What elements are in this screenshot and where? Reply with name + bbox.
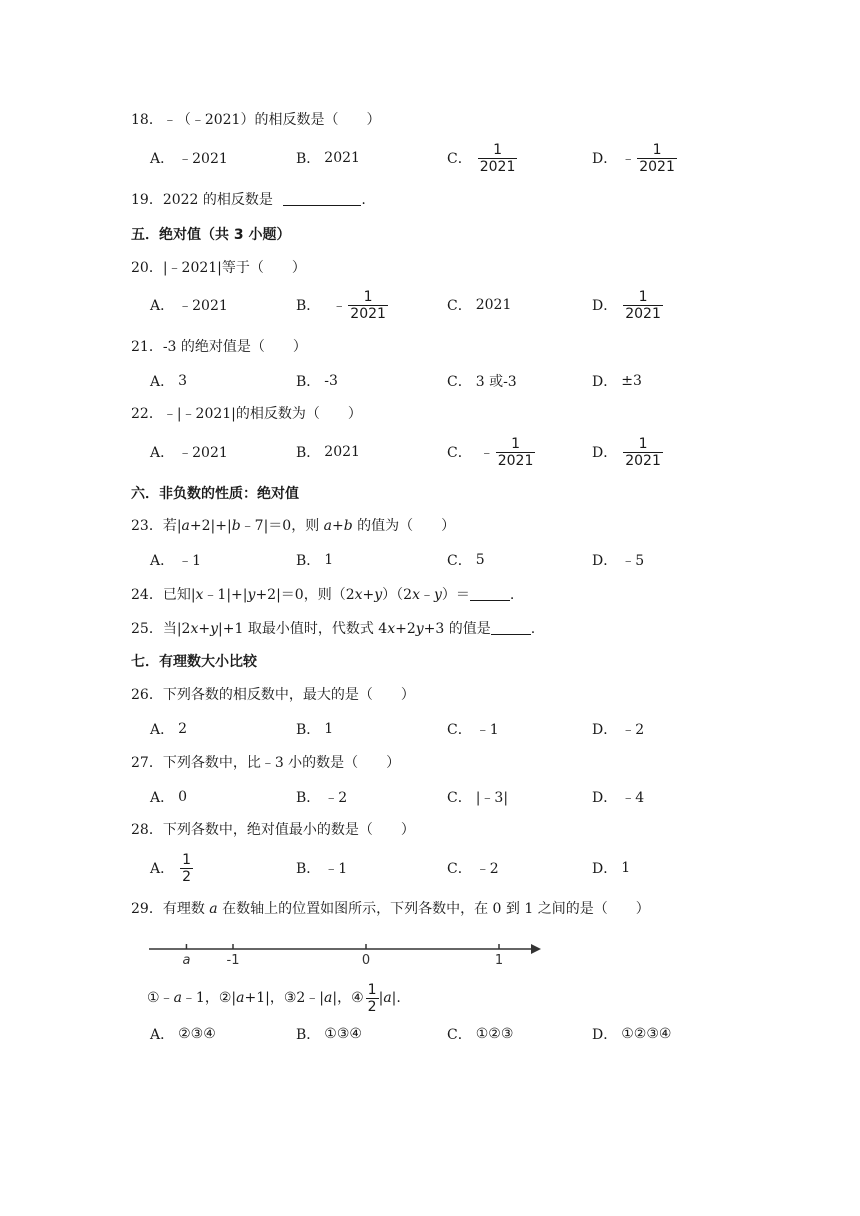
question-26-options bbox=[150, 709, 770, 749]
q23-option-c[interactable]: C． 5 bbox=[447, 552, 485, 569]
section-heading: 六．非负数的性质：绝对值 bbox=[131, 486, 299, 502]
fraction: $\frac{1}{2021}$ bbox=[497, 435, 534, 469]
question-23-stem: 23．若|a+2|+|b﹣7|＝0，则 a+b 的值为（ ） bbox=[131, 518, 456, 534]
q18-option-c[interactable]: C． $\frac{1}{2021}$ bbox=[447, 141, 516, 175]
q22-option-b[interactable]: B． 2021 bbox=[296, 444, 360, 461]
q26-option-b[interactable]: B． 1 bbox=[296, 721, 334, 738]
q23-option-b[interactable]: B． 1 bbox=[296, 552, 334, 569]
question-21-options bbox=[150, 361, 770, 401]
question-28-stem: 28．下列各数中，绝对值最小的数是（ ） bbox=[131, 822, 415, 838]
q27-option-c[interactable]: C． |﹣3| bbox=[447, 790, 509, 806]
q27-option-d[interactable]: D． ﹣4 bbox=[592, 790, 645, 806]
q29-option-c[interactable]: C． ①②③ bbox=[447, 1026, 514, 1043]
fraction: $\frac{1}{2021}$ bbox=[625, 288, 661, 322]
question-25: 25．当|2x+y|+1 取最小值时，代数式 4x+2y+3 的值是 . bbox=[131, 621, 536, 637]
q28-option-d[interactable]: D． 1 bbox=[592, 860, 631, 877]
fraction: $\frac{1}{2}$ bbox=[182, 851, 192, 885]
number-line-figure bbox=[147, 932, 547, 972]
q20-option-c[interactable]: C． 2021 bbox=[447, 297, 512, 314]
q18-option-b[interactable]: B． 2021 bbox=[296, 150, 360, 167]
arrow-head-icon bbox=[531, 944, 541, 954]
q26-option-d[interactable]: D． ﹣2 bbox=[592, 722, 645, 738]
q29-option-b[interactable]: B． ①③④ bbox=[296, 1026, 362, 1043]
q27-option-b[interactable]: B． ﹣2 bbox=[296, 790, 348, 806]
answer-blank[interactable] bbox=[470, 586, 510, 601]
question-22-options bbox=[150, 432, 770, 472]
fraction: $\frac{1}{2021}$ bbox=[625, 435, 661, 469]
q28-option-c[interactable]: C． ﹣2 bbox=[447, 861, 499, 877]
question-22-stem: 22．﹣|﹣2021|的相反数为（ ） bbox=[131, 406, 362, 422]
question-20-stem: 20．|﹣2021|等于（ ） bbox=[131, 260, 306, 276]
q18-option-a[interactable]: A． ﹣2021 bbox=[150, 151, 228, 167]
q26-option-a[interactable]: A． 2 bbox=[150, 721, 188, 738]
q21-option-a[interactable]: A． 3 bbox=[150, 373, 188, 390]
answer-blank[interactable] bbox=[491, 620, 531, 635]
question-27-options bbox=[150, 777, 770, 817]
question-20-options bbox=[150, 285, 770, 325]
question-24: 24．已知|x﹣1|+|y+2|＝0，则（2x+y）（2x﹣y）＝ . bbox=[131, 587, 515, 603]
q18-option-d[interactable]: D． ﹣ $\frac{1}{2021}$ bbox=[592, 141, 675, 175]
fraction: $\frac{1}{2}$ bbox=[367, 981, 377, 1015]
q23-option-a[interactable]: A． ﹣1 bbox=[150, 553, 202, 569]
q21-option-b[interactable]: B． -3 bbox=[296, 373, 338, 390]
fraction: $\frac{1}{2021}$ bbox=[479, 141, 516, 175]
fraction: $\frac{1}{2021}$ bbox=[350, 288, 386, 322]
section-heading: 七．有理数大小比较 bbox=[131, 654, 257, 670]
q22-option-a[interactable]: A． ﹣2021 bbox=[150, 445, 228, 461]
q28-option-a[interactable]: A． $\frac{1}{2}$ bbox=[150, 851, 192, 885]
q28-option-b[interactable]: B． ﹣1 bbox=[296, 861, 348, 877]
q22-option-c[interactable]: C． ﹣ $\frac{1}{2021}$ bbox=[447, 435, 534, 469]
question-29-options bbox=[150, 1014, 770, 1054]
answer-blank[interactable] bbox=[283, 191, 361, 206]
question-19: 19．2022 的相反数是 . bbox=[131, 192, 366, 208]
q21-option-c[interactable]: C． 3 或-3 bbox=[447, 374, 517, 390]
q29-option-a[interactable]: A． ②③④ bbox=[150, 1026, 216, 1043]
question-23-options bbox=[150, 540, 770, 580]
q22-option-d[interactable]: D． $\frac{1}{2021}$ bbox=[592, 435, 661, 469]
label-zero: 0 bbox=[361, 953, 371, 968]
label-minus-one: -1 bbox=[226, 953, 240, 968]
q29-option-d[interactable]: D． ①②③④ bbox=[592, 1026, 672, 1043]
label-a: a bbox=[182, 953, 191, 968]
q21-option-d[interactable]: D． ±3 bbox=[592, 373, 642, 390]
question-28-options bbox=[150, 848, 770, 888]
q20-option-a[interactable]: A． ﹣2021 bbox=[150, 298, 228, 314]
question-18-options bbox=[150, 138, 770, 178]
question-18-stem: 18．﹣（﹣2021）的相反数是（ ） bbox=[131, 112, 381, 128]
section-heading: 五．绝对值（共 3 小题） bbox=[131, 227, 291, 243]
question-27-stem: 27．下列各数中，比﹣3 小的数是（ ） bbox=[131, 755, 401, 771]
q27-option-a[interactable]: A． 0 bbox=[150, 789, 188, 806]
question-29-stem: 29．有理数 a 在数轴上的位置如图所示，下列各数中，在 0 到 1 之间的是（ ） bbox=[131, 901, 650, 917]
fraction: $\frac{1}{2021}$ bbox=[639, 141, 675, 175]
question-29-expressions: ①﹣ a ﹣1， ②| a +1|， ③2﹣| a |， ④ $\frac{1}{2}$ | a |. bbox=[147, 981, 401, 1015]
q26-option-c[interactable]: C． ﹣1 bbox=[447, 722, 499, 738]
q20-option-b[interactable]: B． ﹣ $\frac{1}{2021}$ bbox=[296, 288, 386, 322]
q20-option-d[interactable]: D． $\frac{1}{2021}$ bbox=[592, 288, 661, 322]
question-21-stem: 21．-3 的绝对值是（ ） bbox=[131, 339, 307, 355]
question-26-stem: 26．下列各数的相反数中，最大的是（ ） bbox=[131, 687, 415, 703]
label-one: 1 bbox=[494, 953, 504, 968]
q23-option-d[interactable]: D． ﹣5 bbox=[592, 553, 645, 569]
